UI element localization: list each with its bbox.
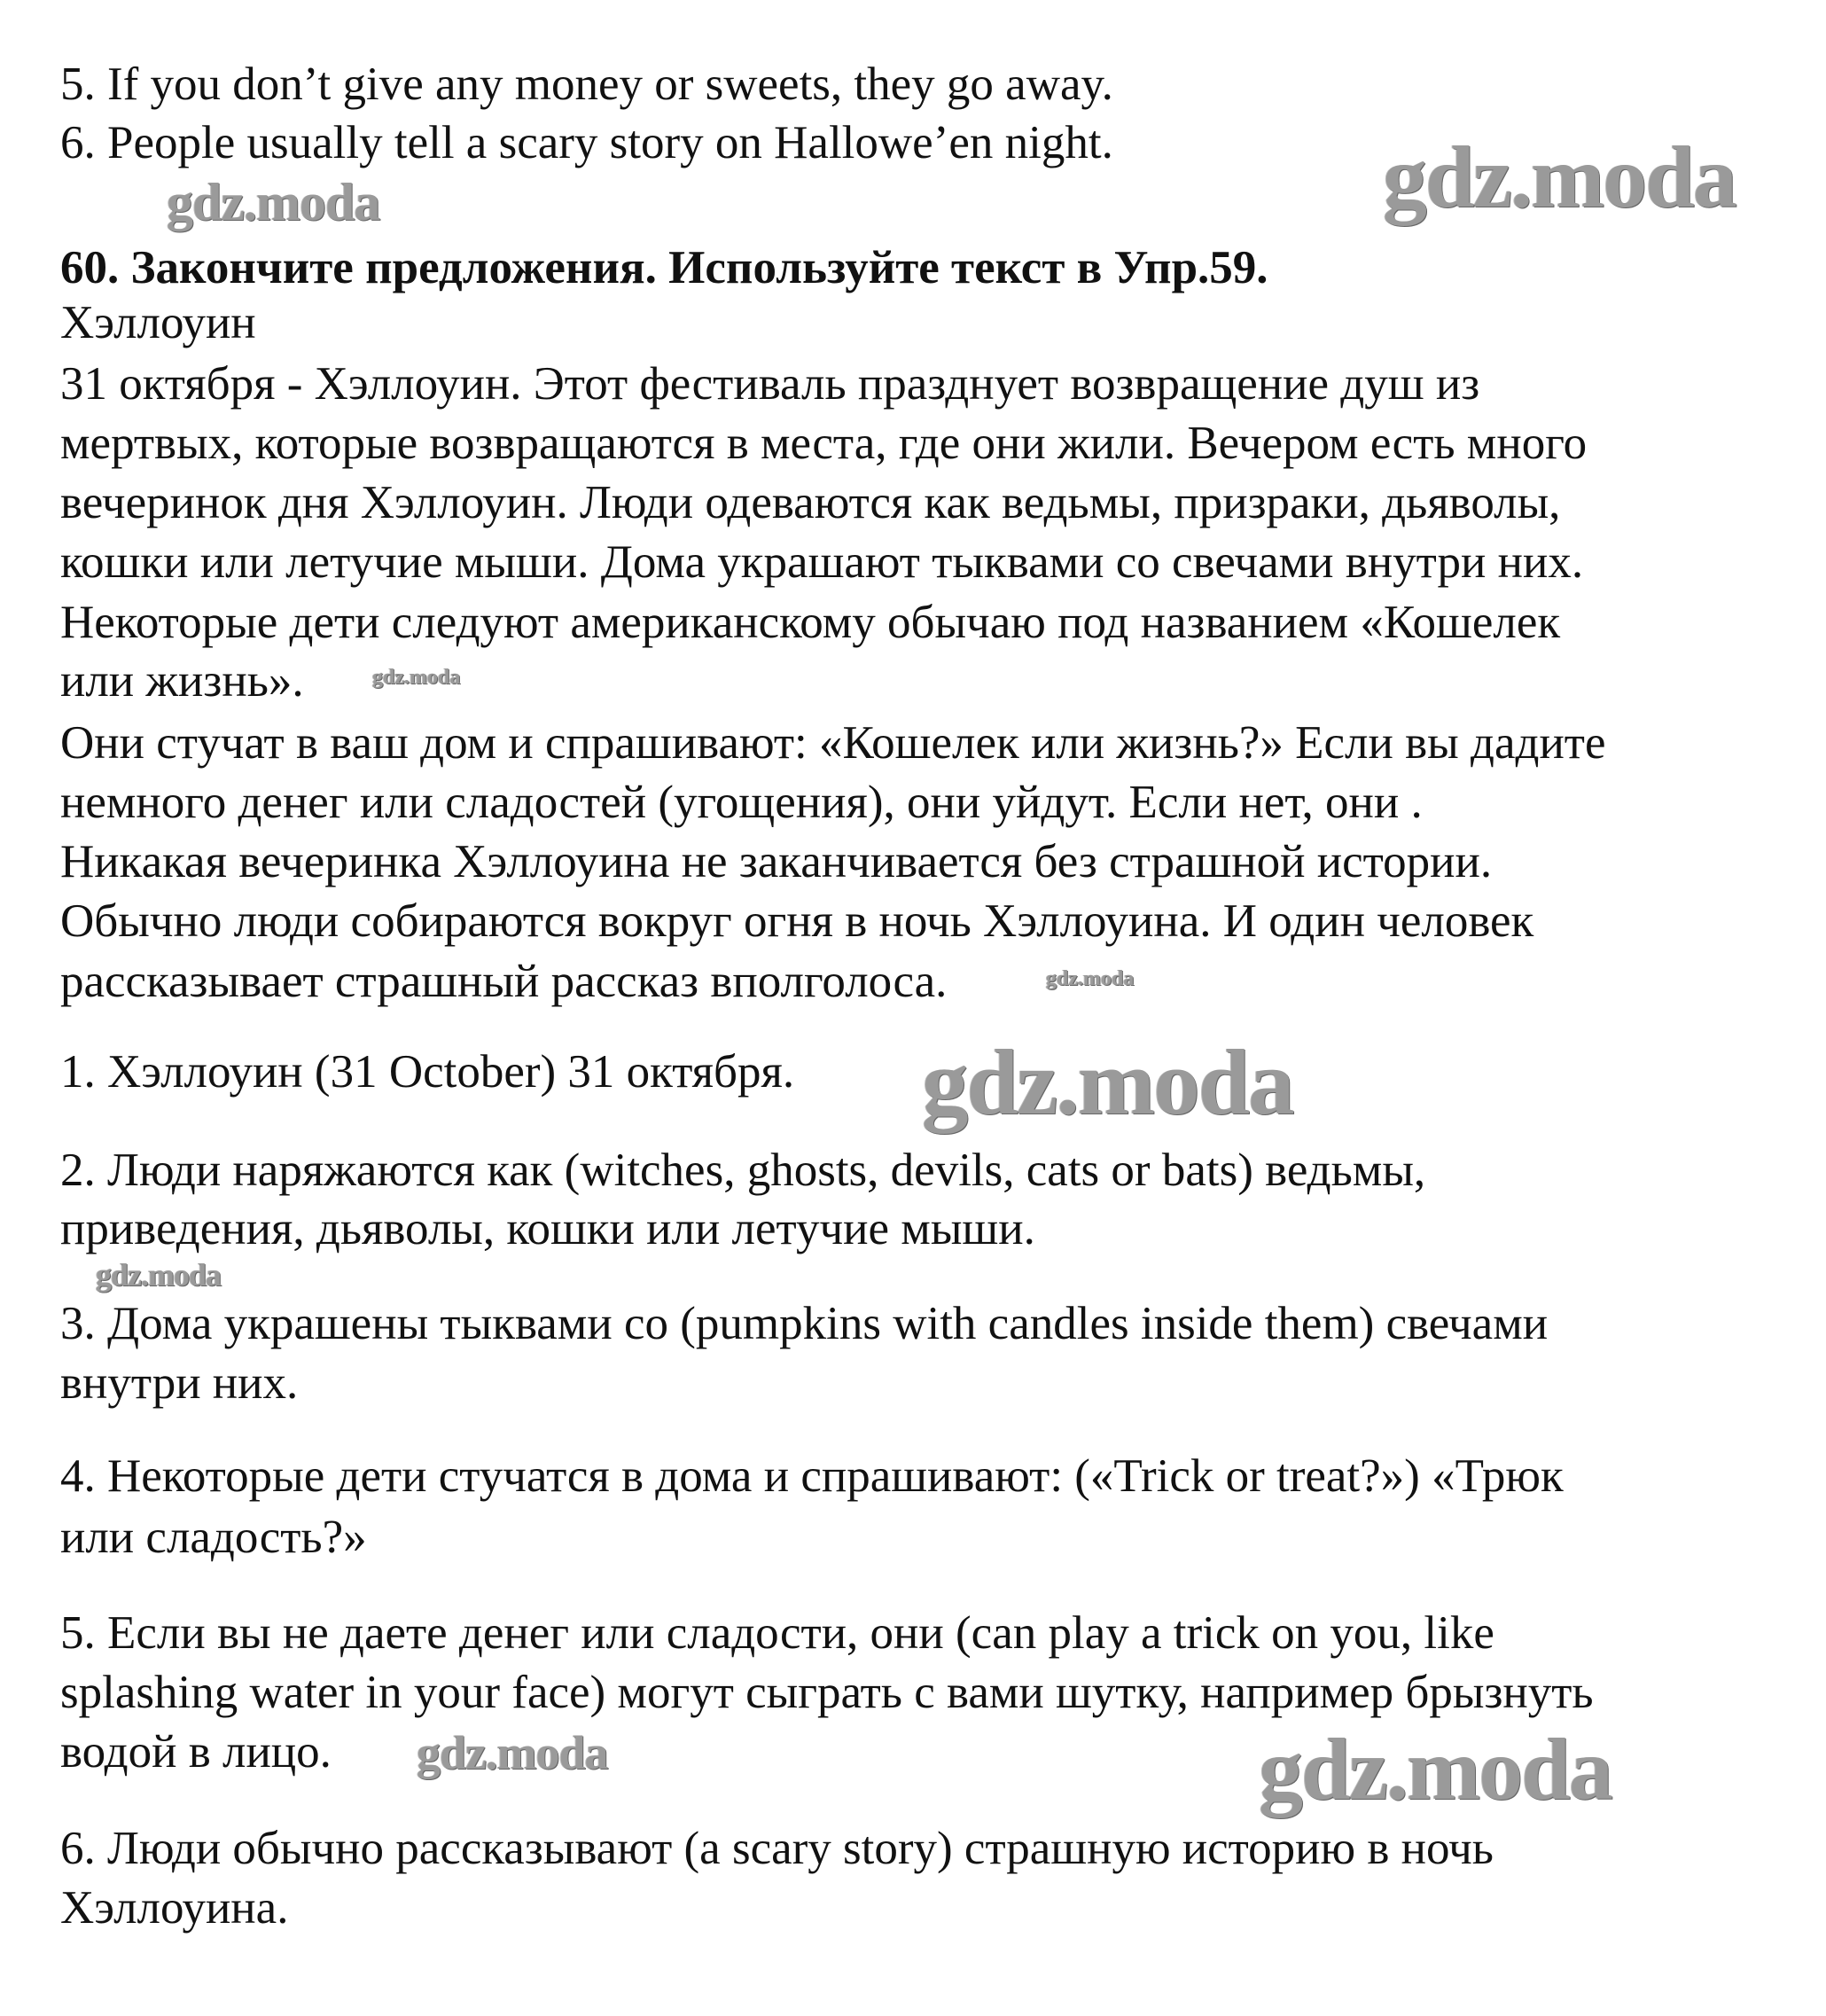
text-line: вечеринок дня Хэллоуин. Люди одеваются как ведьмы, призраки, дьяволы, [60,477,1561,528]
prev-answer-6: 6. People usually tell a scary story on Hallowe’en night. [60,117,1113,168]
text-line: мертвых, которые возвращаются в места, где они жили. Вечером есть много [60,418,1588,469]
watermark: gdz.moda [922,1030,1293,1134]
answer-line: splashing water in your face) могут сыграть с вами шутку, например брызнуть [60,1667,1594,1718]
text-line: рассказывает страшный рассказ вполголоса. [60,956,948,1007]
answer-line: 6. Люди обычно рассказывают (a scary story) страшную историю в ночь [60,1823,1494,1874]
text-line: или жизнь». [60,655,304,707]
watermark: gdz.moda [167,173,380,231]
watermark: gdz.moda [372,666,461,689]
watermark: gdz.moda [1259,1720,1611,1818]
answer-line: 5. Если вы не даете денег или сладости, они (can play a trick on you, like [60,1607,1494,1659]
text-line: 31 октября - Хэллоуин. Этот фестиваль празднует возвращение душ из [60,358,1480,410]
answer-line: 2. Люди наряжаются как (witches, ghosts, devils, cats or bats) ведьмы, [60,1145,1426,1196]
watermark: gdz.moda [1383,128,1736,226]
watermark: gdz.moda [1046,967,1135,990]
prev-answer-5: 5. If you don’t give any money or sweets, they go away. [60,59,1113,110]
answer-line: Хэллоуина. [60,1882,289,1934]
text-line: Никакая вечеринка Хэллоуина не заканчивается без страшной истории. [60,836,1493,887]
text-line: кошки или летучие мыши. Дома украшают тыквами со свечами внутри них. [60,536,1584,588]
text-line: Некоторые дети следуют американскому обычаю под названием «Кошелек [60,597,1561,648]
watermark: gdz.moda [417,1726,608,1779]
answer-line: приведения, дьяволы, кошки или летучие мыши. [60,1203,1035,1254]
answer-line: водой в лицо. [60,1726,332,1778]
text-line: Обычно люди собираются вокруг огня в ночь Хэллоуина. И один человек [60,895,1534,947]
answer-line: 3. Дома украшены тыквами со (pumpkins with candles inside them) свечами [60,1298,1549,1349]
exercise-heading: 60. Закончите предложения. Используйте текст в Упр.59. [60,242,1268,293]
answer-line: 1. Хэллоуин (31 October) 31 октября. [60,1046,795,1098]
answer-line: внутри них. [60,1357,299,1409]
text-line: Они стучат в ваш дом и спрашивают: «Кошелек или жизнь?» Если вы дадите [60,717,1606,769]
watermark: gdz.moda [96,1257,222,1293]
text-title: Хэллоуин [60,297,256,348]
answer-line: 4. Некоторые дети стучатся в дома и спрашивают: («Trick or treat?») «Трюк [60,1450,1564,1502]
answer-line: или сладость?» [60,1512,367,1563]
text-line: немного денег или сладостей (угощения), они уйдут. Если нет, они . [60,777,1423,828]
